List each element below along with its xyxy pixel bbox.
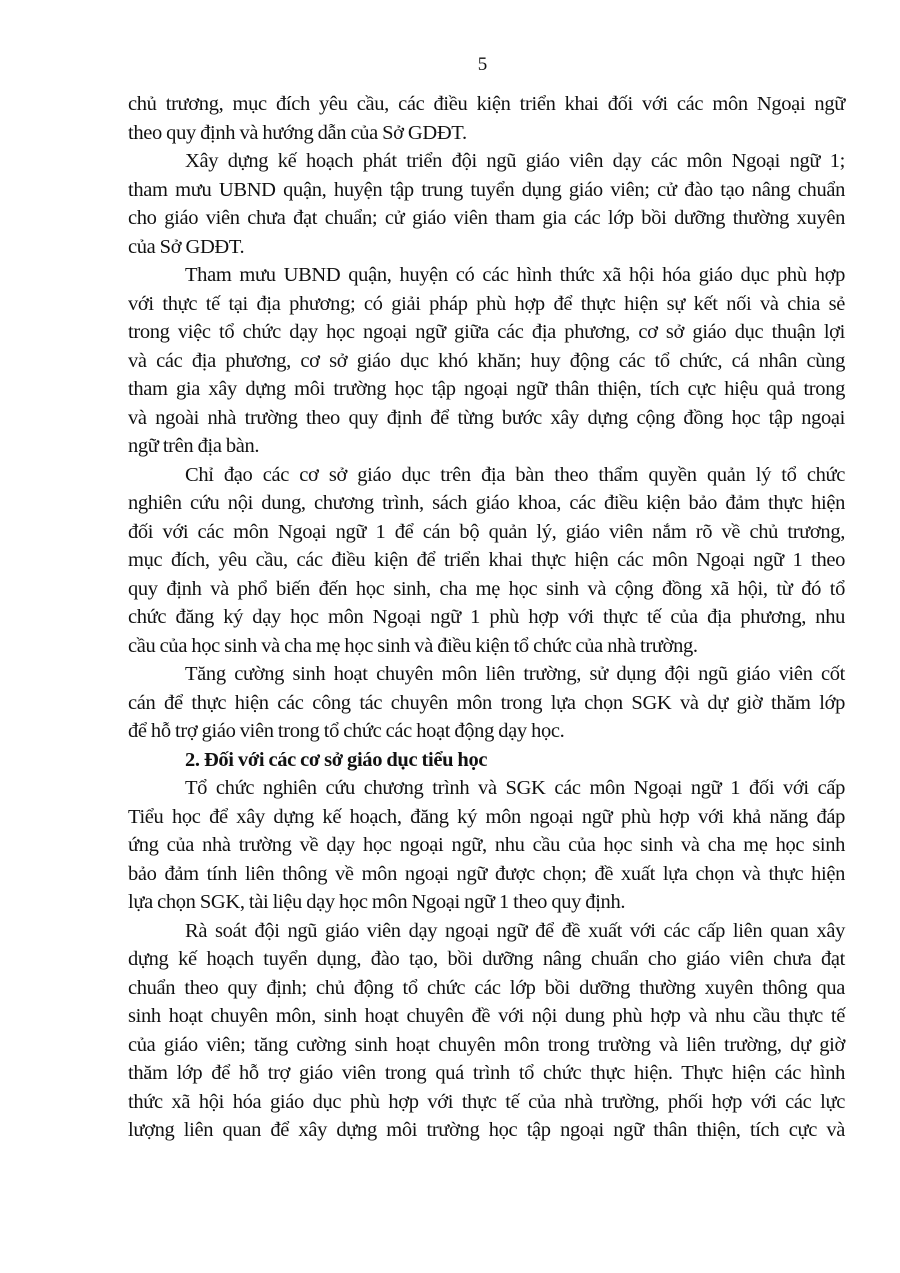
paragraph xyxy=(128,147,845,261)
text-line: chức đăng ký dạy học môn Ngoại ngữ 1 phù hợp với thực tế của địa phương, nhu xyxy=(128,606,845,628)
text-line: sinh hoạt chuyên môn, sinh hoạt chuyên đề với nội dung phù hợp và nhu cầu thực tế xyxy=(128,1005,845,1027)
text-line: dựng kế hoạch tuyển dụng, đào tạo, bồi dưỡng nâng chuẩn cho giáo viên chưa đạt xyxy=(128,948,845,970)
paragraph xyxy=(128,660,845,746)
text-line: chuẩn theo quy định; chủ động tổ chức các lớp bồi dưỡng thường xuyên thông qua xyxy=(128,976,845,999)
text-line: của Sở GDĐT. xyxy=(128,235,245,258)
section-heading xyxy=(128,746,845,775)
text-line: Rà soát đội ngũ giáo viên dạy ngoại ngữ để đề xuất với các cấp liên quan xây xyxy=(185,919,845,942)
text-line: của giáo viên; tăng cường sinh hoạt chuyên môn trong trường và liên trường, dự giờ xyxy=(128,1033,845,1056)
text-line: theo quy định và hướng dẫn của Sở GDĐT. xyxy=(128,121,467,144)
text-line: Xây dựng kế hoạch phát triển đội ngũ giáo viên dạy các môn Ngoại ngữ 1; xyxy=(185,150,845,172)
text-line: Tăng cường sinh hoạt chuyên môn liên trường, sử dụng đội ngũ giáo viên cốt xyxy=(185,663,845,685)
page-number: 5 xyxy=(477,54,488,75)
text-line: cho giáo viên chưa đạt chuẩn; cử giáo viên tham gia các lớp bồi dưỡng thường xuyên xyxy=(128,207,845,229)
paragraph xyxy=(128,90,845,147)
text-line: bảo đảm tính liên thông về môn ngoại ngữ được chọn; đề xuất lựa chọn và thực hiện xyxy=(128,862,845,885)
text-line: mục đích, yêu cầu, các điều kiện để triển khai thực hiện các môn Ngoại ngữ 1 theo xyxy=(128,549,845,571)
text-line: tham gia xây dựng môi trường học tập ngoại ngữ thân thiện, tích cực hiệu quả trong xyxy=(128,378,845,400)
paragraph xyxy=(128,774,845,917)
paragraph xyxy=(128,261,845,461)
document-body xyxy=(128,90,845,1145)
text-line: Tham mưu UBND quận, huyện có các hình thức xã hội hóa giáo dục phù hợp xyxy=(185,264,845,286)
text-line: tham mưu UBND quận, huyện tập trung tuyển dụng giáo viên; cử đào tạo nâng chuẩn xyxy=(128,178,845,201)
text-line: với thực tế tại địa phương; có giải pháp phù hợp để thực hiện sự kết nối và chia sẻ xyxy=(128,292,845,315)
text-line: cán để thực hiện các công tác chuyên môn trong lựa chọn SGK và dự giờ thăm lớp xyxy=(128,691,845,714)
paragraph xyxy=(128,917,845,1145)
text-line: cầu của học sinh và cha mẹ học sinh và điều kiện tổ chức của nhà trường. xyxy=(128,634,698,657)
text-line: nghiên cứu nội dung, chương trình, sách giáo khoa, các điều kiện bảo đảm thực hiện xyxy=(128,492,845,514)
text-line: lượng liên quan để xây dựng môi trường học tập ngoại ngữ thân thiện, tích cực và xyxy=(128,1119,845,1141)
text-line: trong việc tổ chức dạy học ngoại ngữ giữa các địa phương, cơ sở giáo dục thuận lợi xyxy=(128,321,845,343)
text-line: và các địa phương, cơ sở giáo dục khó khăn; huy động các tổ chức, cá nhân cùng xyxy=(128,349,845,372)
paragraph xyxy=(128,461,845,661)
text-line: thăm lớp để hỗ trợ giáo viên trong quá trình tổ chức thực hiện. Thực hiện các hình xyxy=(128,1062,845,1084)
text-line: đối với các môn Ngoại ngữ 1 để cán bộ quản lý, giáo viên nắm rõ về chủ trương, xyxy=(128,520,845,543)
text-line: quy định và phổ biến đến học sinh, cha mẹ học sinh và cộng đồng xã hội, từ đó tổ xyxy=(128,577,845,600)
text-line: Tổ chức nghiên cứu chương trình và SGK các môn Ngoại ngữ 1 đối với cấp xyxy=(185,777,845,799)
text-line: để hỗ trợ giáo viên trong tổ chức các hoạt động dạy học. xyxy=(128,720,565,742)
text-line: và ngoài nhà trường theo quy định để từng bước xây dựng cộng đồng học tập ngoại xyxy=(128,406,845,429)
text-line: thức xã hội hóa giáo dục phù hợp với thực tế của nhà trường, phối hợp với các lực xyxy=(128,1090,845,1113)
text-line: chủ trương, mục đích yêu cầu, các điều kiện triển khai đối với các môn Ngoại ngữ xyxy=(128,93,845,115)
text-line: Tiểu học để xây dựng kế hoạch, đăng ký môn ngoại ngữ phù hợp với khả năng đáp xyxy=(128,805,845,828)
text-line: Chỉ đạo các cơ sở giáo dục trên địa bàn theo thẩm quyền quản lý tổ chức xyxy=(185,463,845,486)
text-line: 2. Đối với các cơ sở giáo dục tiểu học xyxy=(185,748,488,771)
text-line: ứng của nhà trường về dạy học ngoại ngữ, nhu cầu của học sinh và cha mẹ học sinh xyxy=(128,834,845,856)
text-line: lựa chọn SGK, tài liệu dạy học môn Ngoại ngữ 1 theo quy định. xyxy=(128,891,626,913)
text-line: ngữ trên địa bàn. xyxy=(128,435,260,457)
